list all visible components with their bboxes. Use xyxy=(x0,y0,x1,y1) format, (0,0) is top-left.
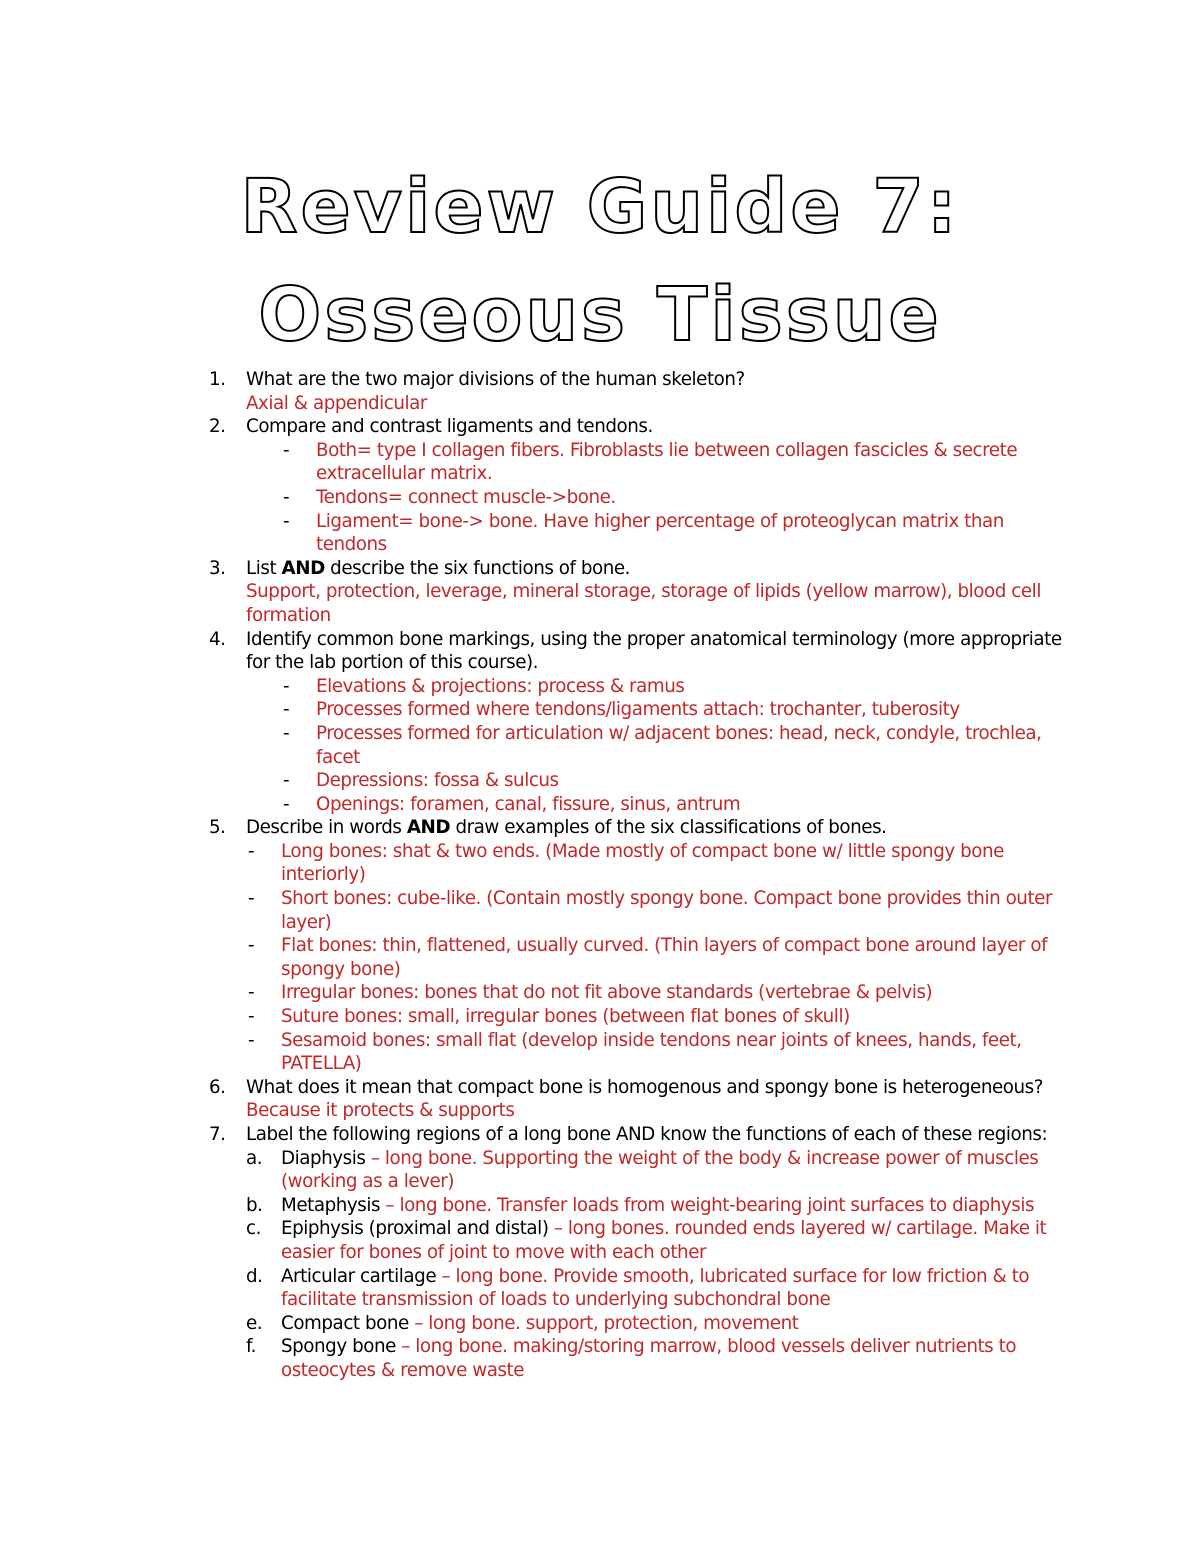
answer-text: layer) xyxy=(281,911,332,933)
bullet-dash: - xyxy=(248,840,255,862)
answer-text: tendons xyxy=(316,534,387,556)
answer-text: Axial & appendicular xyxy=(246,392,427,414)
answer-text: Both= type I collagen fibers. Fibroblasts lie between collagen fascicles & secrete xyxy=(316,439,1018,461)
answer-text: Support, protection, leverage, mineral storage, storage of lipids (yellow marrow), blood cell xyxy=(246,581,1041,603)
region-item-continuation xyxy=(0,1359,1200,1383)
region-item xyxy=(0,1265,1200,1289)
bullet-item xyxy=(0,486,1200,510)
answer-text: Tendons= connect muscle->bone. xyxy=(316,486,616,508)
region-item xyxy=(0,1147,1200,1171)
question-number: 3. xyxy=(209,557,226,579)
title-line-2: Osseous Tissue xyxy=(258,272,942,358)
bullet-dash: - xyxy=(283,793,290,815)
bullet-item xyxy=(0,698,1200,722)
bullet-dash: - xyxy=(248,888,255,910)
title-line-1: Review Guide 7: xyxy=(240,164,960,250)
region-answer: – long bone. Supporting the weight of the body & increase power of muscles xyxy=(365,1147,1039,1169)
answer-text: Processes formed for articulation w/ adjacent bones: head, neck, condyle, trochlea, xyxy=(316,722,1042,744)
region-answer: facilitate transmission of loads to underlying subchondral bone xyxy=(281,1289,831,1311)
item-letter: c. xyxy=(246,1218,261,1240)
question-2 xyxy=(0,415,1200,439)
answer-text: Openings: foramen, canal, fissure, sinus, antrum xyxy=(316,793,741,815)
bullet-dash: - xyxy=(248,1006,255,1028)
bullet-item xyxy=(0,769,1200,793)
answer-text: interiorly) xyxy=(281,864,366,886)
bullet-continuation xyxy=(0,911,1200,935)
question-7 xyxy=(0,1123,1200,1147)
question-number: 6. xyxy=(209,1076,226,1098)
question-5 xyxy=(0,816,1200,840)
bullet-item xyxy=(0,934,1200,958)
question-number: 7. xyxy=(209,1124,226,1145)
bullet-dash: - xyxy=(283,722,290,744)
region-answer: (working as a lever) xyxy=(281,1171,455,1193)
region-item-continuation xyxy=(0,1288,1200,1312)
question-1 xyxy=(0,368,1200,392)
bullet-item xyxy=(0,981,1200,1005)
answer-text: Irregular bones: bones that do not fit above standards (vertebrae & pelvis) xyxy=(281,982,933,1004)
question-6 xyxy=(0,1076,1200,1100)
answer-text: Ligament= bone-> bone. Have higher percentage of proteoglycan matrix than xyxy=(316,510,1004,532)
question-4-continuation xyxy=(0,651,1200,675)
bullet-item xyxy=(0,793,1200,817)
answer-text: Because it protects & supports xyxy=(246,1100,515,1122)
question-text: What are the two major divisions of the human skeleton? xyxy=(246,369,745,390)
bullet-item xyxy=(0,439,1200,463)
bullet-item xyxy=(0,1029,1200,1053)
region-label: Compact bone xyxy=(281,1312,409,1334)
region-answer: easier for bones of joint to move with each other xyxy=(281,1241,707,1263)
answer-text: formation xyxy=(246,604,331,626)
region-answer: osteocytes & remove waste xyxy=(281,1359,525,1381)
bullet-continuation xyxy=(0,958,1200,982)
answer-text: extracellular matrix. xyxy=(316,463,493,485)
emphasis-text: AND xyxy=(406,817,451,839)
region-label: Spongy bone xyxy=(281,1336,396,1358)
region-item xyxy=(0,1194,1200,1218)
region-label: Articular cartilage xyxy=(281,1265,437,1287)
bullet-item xyxy=(0,722,1200,746)
region-answer: – long bone. making/storing marrow, blood vessels deliver nutrients to xyxy=(395,1336,1017,1358)
region-item xyxy=(0,1335,1200,1359)
bullet-continuation xyxy=(0,462,1200,486)
answer-text: Processes formed where tendons/ligaments attach: trochanter, tuberosity xyxy=(316,699,960,721)
region-label: Diaphysis xyxy=(281,1147,366,1169)
question-text: What does it mean that compact bone is homogenous and spongy bone is heterogeneous? xyxy=(246,1076,1043,1098)
bullet-dash: - xyxy=(283,510,290,532)
item-letter: e. xyxy=(246,1312,263,1334)
question-text xyxy=(246,816,887,840)
region-label: Epiphysis (proximal and distal) xyxy=(281,1218,549,1240)
answer-text: Sesamoid bones: small flat (develop inside tendons near joints of knees, hands, feet, xyxy=(281,1029,1022,1051)
answer-6 xyxy=(0,1099,1200,1123)
question-text-part: draw examples of the six classifications of bones. xyxy=(450,817,887,839)
item-letter: f. xyxy=(246,1336,257,1358)
region-entry xyxy=(281,1265,1029,1289)
question-number: 2. xyxy=(209,416,226,438)
region-answer: – long bone. Transfer loads from weight-bearing joint surfaces to diaphysis xyxy=(380,1194,1035,1216)
region-item-continuation xyxy=(0,1241,1200,1265)
answer-text: Long bones: shat & two ends. (Made mostly of compact bone w/ little spongy bone xyxy=(281,840,1004,862)
item-letter: d. xyxy=(246,1265,263,1287)
answer-3-continuation xyxy=(0,604,1200,628)
bullet-dash: - xyxy=(283,439,290,461)
answer-text: facet xyxy=(316,746,360,768)
bullet-dash: - xyxy=(283,699,290,721)
question-text-part: describe the six functions of bone. xyxy=(324,557,631,579)
region-entry xyxy=(281,1217,1046,1241)
bullet-item xyxy=(0,840,1200,864)
region-entry xyxy=(281,1147,1038,1171)
answer-text: Flat bones: thin, flattened, usually curved. (Thin layers of compact bone around layer of xyxy=(281,935,1048,957)
item-letter: a. xyxy=(246,1147,263,1169)
region-item xyxy=(0,1312,1200,1336)
bullet-continuation xyxy=(0,533,1200,557)
answer-text: Suture bones: small, irregular bones (between flat bones of skull) xyxy=(281,1006,850,1028)
emphasis-text: AND xyxy=(281,557,325,579)
question-text-part: Describe in words xyxy=(246,817,407,839)
item-letter: b. xyxy=(246,1194,263,1216)
bullet-continuation xyxy=(0,1052,1200,1076)
question-number: 4. xyxy=(209,628,226,650)
question-list xyxy=(0,368,1200,1383)
region-answer: – long bone. support, protection, movement xyxy=(408,1312,799,1334)
bullet-item xyxy=(0,1005,1200,1029)
bullet-dash: - xyxy=(283,486,290,508)
answer-text: Depressions: fossa & sulcus xyxy=(316,770,559,792)
answer-text: Short bones: cube-like. (Contain mostly spongy bone. Compact bone provides thin outer xyxy=(281,888,1053,910)
question-4 xyxy=(0,628,1200,652)
region-entry xyxy=(281,1312,798,1336)
question-text: Identify common bone markings, using the proper anatomical terminology (more appropriate xyxy=(246,628,1062,650)
question-text: Compare and contrast ligaments and tendons. xyxy=(246,416,653,438)
region-label: Metaphysis xyxy=(281,1194,381,1216)
question-number: 5. xyxy=(209,817,226,839)
region-item-continuation xyxy=(0,1170,1200,1194)
answer-3 xyxy=(0,580,1200,604)
region-entry xyxy=(281,1335,1016,1359)
answer-text: Elevations & projections: process & ramus xyxy=(316,675,685,697)
answer-text: PATELLA) xyxy=(281,1053,362,1075)
question-text xyxy=(246,557,630,581)
bullet-dash: - xyxy=(248,982,255,1004)
question-text: Label the following regions of a long bone AND know the functions of each of these regions: xyxy=(246,1124,1048,1145)
region-answer: – long bones. rounded ends layered w/ cartilage. Make it xyxy=(548,1218,1047,1240)
question-text: for the lab portion of this course). xyxy=(246,652,539,674)
bullet-dash: - xyxy=(248,935,255,957)
region-entry xyxy=(281,1194,1034,1218)
question-number: 1. xyxy=(209,369,226,390)
answer-text: spongy bone) xyxy=(281,958,401,980)
bullet-dash: - xyxy=(283,770,290,792)
bullet-item xyxy=(0,510,1200,534)
region-item xyxy=(0,1217,1200,1241)
question-text-part: List xyxy=(246,557,282,579)
answer-1 xyxy=(0,392,1200,416)
question-3 xyxy=(0,557,1200,581)
region-answer: – long bone. Provide smooth, lubricated surface for low friction & to xyxy=(436,1265,1030,1287)
bullet-continuation xyxy=(0,863,1200,887)
bullet-item xyxy=(0,675,1200,699)
bullet-continuation xyxy=(0,746,1200,770)
bullet-dash: - xyxy=(283,675,290,697)
bullet-item xyxy=(0,887,1200,911)
bullet-dash: - xyxy=(248,1029,255,1051)
